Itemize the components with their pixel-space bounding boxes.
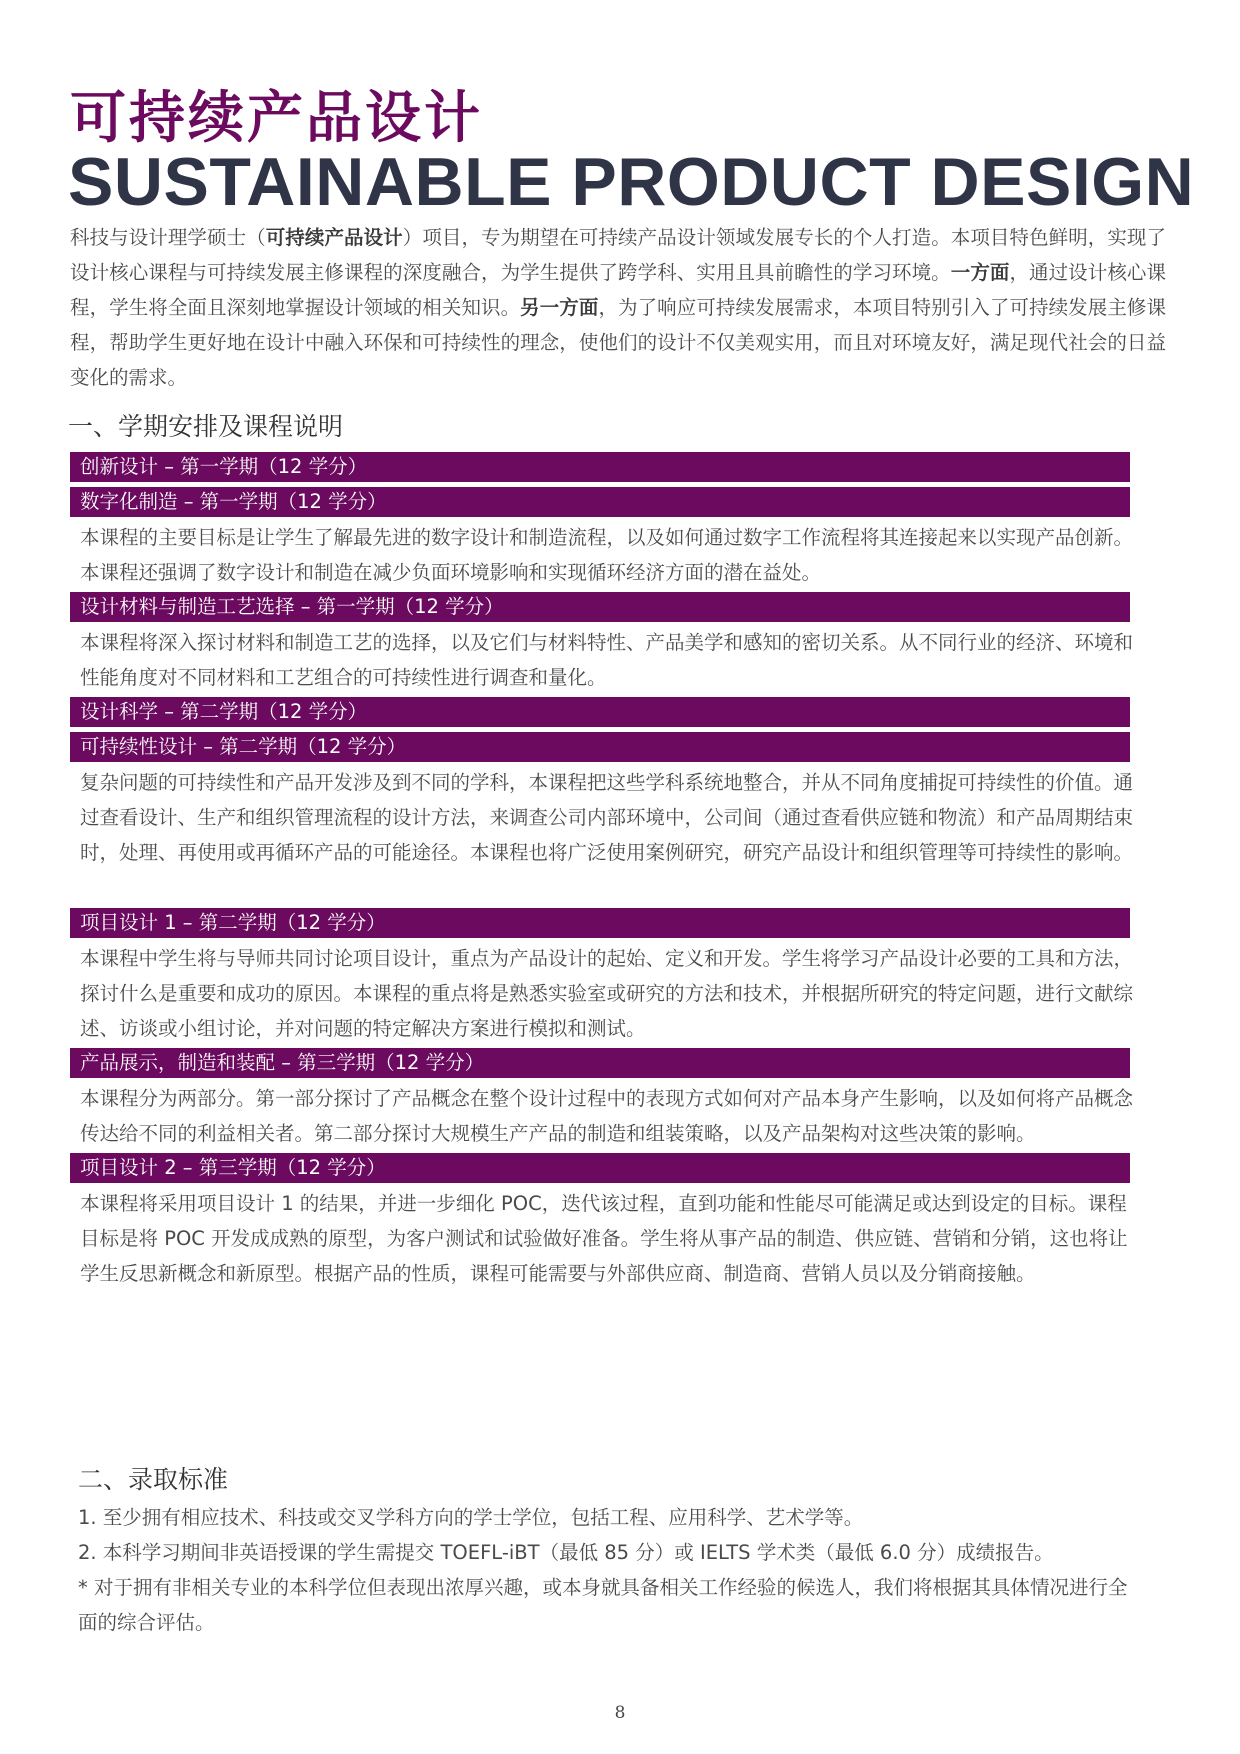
- intro-text-4: ，为了响应可持续发展需求，本项目特别引入了可持续发展主修课程，帮助学生更好地在设计中融入环保和可持续性的理念，使他们的设计不仅美观实用，而且对环境友好，满足现代社会的日益变化的需求。: [70, 296, 1166, 389]
- course-description: 本课程分为两部分。第一部分探讨了产品概念在整个设计过程中的表现方式如何对产品本身产生影响，以及如何将产品概念传达给不同的利益相关者。第二部分探讨大规模生产产品的制造和组装策略，以及产品架构对这些决策的影响。: [80, 1087, 1134, 1145]
- intro-text-1: 科技与设计理学硕士（: [70, 226, 266, 249]
- course-description: 本课程的主要目标是让学生了解最先进的数字设计和制造流程，以及如何通过数字工作流程将其连接起来以实现产品创新。本课程还强调了数字设计和制造在减少负面环境影响和实现循环经济方面的潜在益处。: [80, 526, 1134, 584]
- intro-bold-program: 可持续产品设计: [265, 226, 403, 249]
- course-description: 本课程将采用项目设计 1 的结果，并进一步细化 POC，迭代该过程，直到功能和性能尽可能满足或达到设定的目标。课程目标是将 POC 开发成成熟的原型，为客户测试和试验做好准备。学生将从事产品的制造、供应链、营销和分销，这也将让学生反思新概念和新原型。根据产品的性质，课程可能需要与外部供应商、制造商、营销人员以及分销商接触。: [80, 1192, 1128, 1285]
- course-description: 本课程中学生将与导师共同讨论项目设计，重点为产品设计的起始、定义和开发。学生将学习产品设计必要的工具和方法，探讨什么是重要和成功的原因。本课程的重点将是熟悉实验室或研究的方法和技术，并根据所研究的特定问题，进行文献综述、访谈或小组讨论，并对问题的特定解决方案进行模拟和测试。: [80, 947, 1134, 1040]
- intro-text-2: ）项目，专为期望在可持续产品设计领域发展专长的个人打造。本项目特色鲜明，实现了设计核心课程与可持续发展主修课程的深度融合，为学生提供了跨学科、实用且具前瞻性的学习环境。: [70, 226, 1166, 284]
- admission-note: * 对于拥有非相关专业的本科学位但表现出浓厚兴趣，或本身就具备相关工作经验的候选人，我们将根据其具体情况进行全面的综合评估。: [78, 1576, 1128, 1634]
- intro-bold-first: 一方面: [950, 261, 1010, 284]
- course-title-bar: 数字化制造 – 第一学期（12 学分）: [70, 487, 1130, 517]
- course-description: 本课程将深入探讨材料和制造工艺的选择，以及它们与材料特性、产品美学和感知的密切关系。从不同行业的经济、环境和性能角度对不同材料和工艺组合的可持续性进行调查和量化。: [80, 631, 1134, 689]
- intro-bold-second: 另一方面: [520, 296, 599, 319]
- page-title-english: SUSTAINABLE PRODUCT DESIGN: [68, 144, 1195, 220]
- admission-item: 2. 本科学习期间非英语授课的学生需提交 TOEFL-iBT（最低 85 分）或 IELTS 学术类（最低 6.0 分）成绩报告。: [78, 1541, 1054, 1564]
- course-title-bar: 项目设计 1 – 第二学期（12 学分）: [70, 908, 1130, 938]
- course-title-bar: 设计材料与制造工艺选择 – 第一学期（12 学分）: [70, 592, 1130, 622]
- page-title-chinese: 可持续产品设计: [70, 86, 483, 151]
- course-title-bar: 设计科学 – 第二学期（12 学分）: [70, 697, 1130, 727]
- section-heading-schedule: 一、学期安排及课程说明: [68, 412, 344, 441]
- intro-paragraph: [70, 220, 1166, 395]
- admission-item: 1. 至少拥有相应技术、科技或交叉学科方向的学士学位，包括工程、应用科学、艺术学等。: [78, 1506, 864, 1529]
- section-heading-admission: 二、录取标准: [78, 1465, 229, 1494]
- course-description: 复杂问题的可持续性和产品开发涉及到不同的学科，本课程把这些学科系统地整合，并从不同角度捕捉可持续性的价值。通过查看设计、生产和组织管理流程的设计方法，来调查公司内部环境中，公司间（通过查看供应链和物流）和产品周期结束时，处理、再使用或再循环产品的可能途径。本课程也将广泛使用案例研究，研究产品设计和组织管理等可持续性的影响。: [80, 771, 1134, 864]
- intro-text-3: ，通过设计核心课程，学生将全面且深刻地掌握设计领域的相关知识。: [70, 261, 1166, 319]
- course-title-bar: 创新设计 – 第一学期（12 学分）: [70, 452, 1130, 482]
- page-number: 8: [614, 1703, 626, 1723]
- course-title-bar: 产品展示，制造和装配 – 第三学期（12 学分）: [70, 1048, 1130, 1078]
- course-title-bar: 项目设计 2 – 第三学期（12 学分）: [70, 1153, 1130, 1183]
- course-title-bar: 可持续性设计 – 第二学期（12 学分）: [70, 732, 1130, 762]
